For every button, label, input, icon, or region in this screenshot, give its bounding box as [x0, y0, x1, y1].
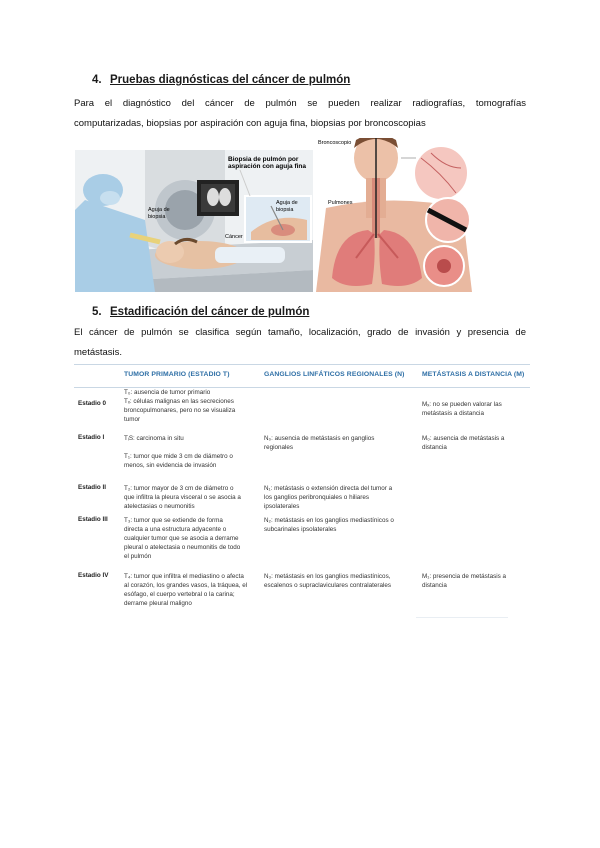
cell-line: atelectasias o neumonitis: [124, 503, 195, 510]
cell-line: regionales: [264, 444, 294, 451]
cell-line: T₀: ausencia de tumor primario: [124, 389, 211, 396]
cell-line: N₀: ausencia de metástasis en ganglios: [264, 435, 375, 442]
needle-label-left-line-1: Aguja de: [148, 207, 170, 213]
header-metastasis: METÁSTASIS A DISTANCIA (M): [422, 371, 525, 378]
cell-line: los ganglios peribronquiales o hiliares: [264, 494, 370, 501]
cell-line: [124, 443, 264, 452]
section-5-title: Estadificación del cáncer de pulmón: [110, 306, 310, 318]
cell-line: cualquier tumor que se asocia a derrame: [124, 535, 239, 542]
cell-line: metástasis a distancia: [422, 410, 484, 417]
cell-line: M₁: presencia de metástasis a: [422, 573, 507, 580]
cell-line: broncopulmonares, pero no se visualiza: [124, 407, 236, 414]
cell-line: menos, sin evidencia de invasión: [124, 462, 217, 469]
section-4-paragraph: [74, 94, 526, 134]
needle-label-right-line-2: biopsia: [276, 207, 294, 213]
needle-label-left: [148, 207, 170, 221]
cell-line: M₀: ausencia de metástasis a: [422, 435, 505, 442]
cell-line: al corazón, los grandes vasos, la tráquea, el: [124, 582, 248, 589]
table-header: [74, 364, 530, 388]
biopsy-label-line-1: Biopsia de pulmón por: [228, 156, 299, 163]
section-4-number: 4.: [92, 74, 102, 86]
bronchoscope-label: Broncoscopio: [318, 140, 352, 146]
needle-label-left-line-2: biopsia: [148, 214, 166, 220]
cell-line: el pulmón: [124, 553, 152, 560]
cell-line: TᵢS: carcinoma in situ: [124, 435, 184, 442]
cell-line: Tₓ: células malignas en las secreciones: [124, 398, 234, 405]
section-4-paragraph-line-1: Para el diagnóstico del cáncer de pulmón se pueden realizar radiografías, tomografías: [74, 98, 526, 109]
cell-line: T₁: tumor que mide 3 cm de diámetro o: [124, 453, 233, 460]
section-5-number: 5.: [92, 306, 102, 318]
cell-line: esófago, el cuerpo vertebral o la carina;: [124, 591, 235, 598]
bronchoscopy-drawing: [316, 138, 472, 292]
section-5-paragraph-line-2: metástasis.: [74, 347, 123, 358]
needle-label-right-line-1: Aguja de: [276, 200, 298, 206]
stage-label: Estadio III: [78, 516, 108, 523]
cell-t: [124, 434, 264, 470]
cell-line: Mₓ: no se pueden valorar las: [422, 401, 502, 408]
table-bottom-rule: [416, 617, 508, 618]
section-5-paragraph: [74, 323, 526, 363]
needle-biopsy-illustration: [75, 150, 313, 292]
biopsy-label: [228, 156, 306, 170]
stage-label: Estadio I: [78, 434, 105, 441]
cell-n: [264, 434, 414, 452]
cell-m: [422, 572, 530, 590]
section-4-title: Pruebas diagnósticas del cáncer de pulmón: [110, 74, 351, 86]
section-4-heading: [92, 74, 350, 86]
staging-table: [74, 364, 530, 607]
stage-label: Estadio 0: [78, 400, 106, 407]
cell-m: [422, 434, 530, 452]
section-5-heading: [92, 306, 309, 318]
cell-line: que infiltra la pleura visceral o se asocia a: [124, 494, 241, 501]
lungs-label: Pulmones: [328, 200, 353, 206]
cell-line: distancia: [422, 582, 447, 589]
cell-line: escalenos o supraclaviculares contralaterales: [264, 582, 392, 589]
cell-line: N₃: metástasis en los ganglios mediastínicos,: [264, 573, 391, 580]
cell-line: N₁: metástasis o extensión directa del tumor a: [264, 485, 393, 492]
stage-label: Estadio IV: [78, 572, 109, 579]
cell-n: [264, 484, 414, 511]
stage-label: Estadio II: [78, 484, 106, 491]
biopsy-label-line-2: aspiración con aguja fina: [228, 163, 307, 170]
cell-line: subcarinales ipsolaterales: [264, 526, 337, 533]
cancer-label: Cáncer: [225, 234, 243, 240]
cell-t: [124, 572, 264, 608]
cell-line: T₄: tumor que infiltra el mediastino o afecta: [124, 573, 244, 580]
cell-t: [124, 484, 264, 511]
cell-line: T₃: tumor que se extiende de forma: [124, 517, 223, 524]
cell-line: ipsolaterales: [264, 503, 300, 510]
section-4-paragraph-line-2: computarizadas, biopsias por aspiración con aguja fina, biopsias por broncoscopias: [74, 118, 426, 129]
cell-line: derrame pleural maligno: [124, 600, 192, 607]
needle-label-right: [276, 200, 298, 214]
cell-line: directa a una estructura adyacente o: [124, 526, 227, 533]
cell-line: T₂: tumor mayor de 3 cm de diámetro o: [124, 485, 234, 492]
cell-t: [124, 388, 264, 424]
header-tumor: TUMOR PRIMARIO (ESTADIO T): [124, 371, 230, 378]
cell-n: [264, 516, 414, 534]
needle-biopsy-drawing: [75, 150, 313, 292]
cell-t: [124, 516, 264, 561]
header-nodes: GANGLIOS LINFÁTICOS REGIONALES (N): [264, 371, 405, 378]
cell-line: tumor: [124, 416, 141, 423]
section-5-paragraph-line-1: El cáncer de pulmón se clasifica según tamaño, localización, grado de invasión y presencia de: [74, 327, 526, 338]
cell-line: distancia: [422, 444, 447, 451]
bronchoscopy-illustration: [316, 138, 472, 292]
cell-n: [264, 572, 414, 590]
cell-m: [422, 400, 530, 418]
cell-line: pleural o atelectasia o neumonitis de todo: [124, 544, 241, 551]
cell-line: N₂: metástasis en los ganglios mediastínicos o: [264, 517, 394, 524]
